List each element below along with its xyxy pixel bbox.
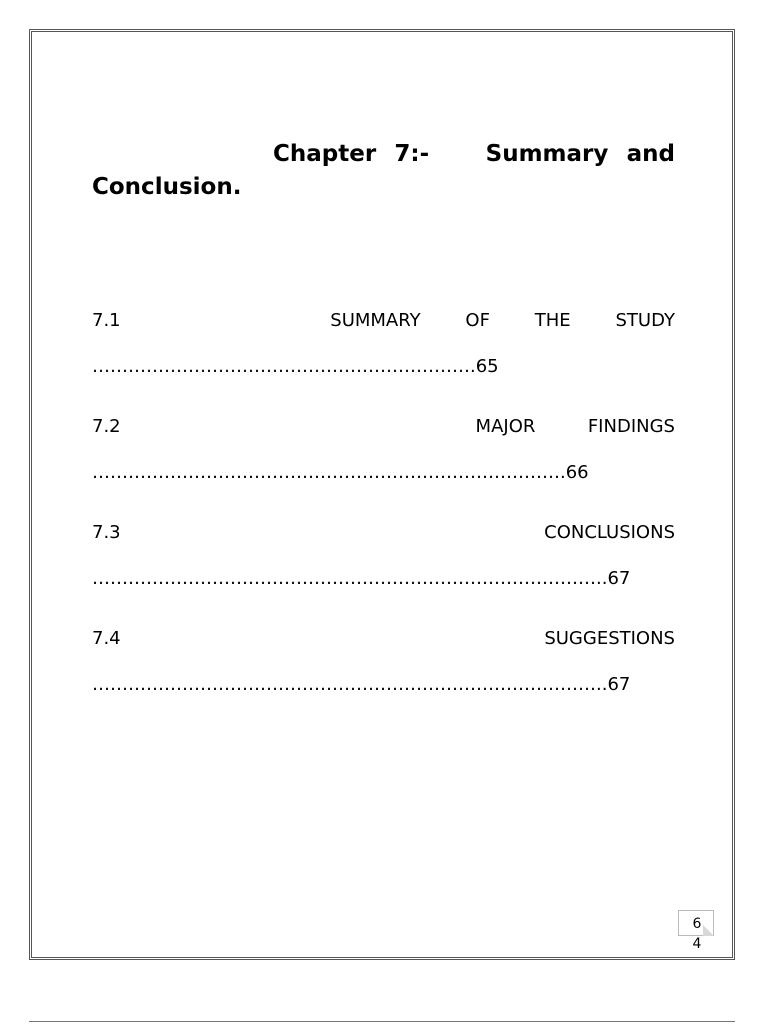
toc-heading — [92, 309, 675, 333]
toc-leader-line — [92, 355, 675, 379]
chapter-title-word: Summary — [485, 141, 609, 167]
title-gap — [447, 138, 467, 171]
toc-leader-line — [92, 673, 675, 697]
toc-word: STUDY — [615, 310, 675, 331]
toc-number: 7.4 — [92, 628, 121, 649]
toc-heading — [92, 415, 675, 439]
toc-entry-7-4[interactable] — [92, 627, 675, 697]
toc-heading — [92, 521, 675, 545]
toc-word: SUMMARY — [330, 310, 421, 331]
toc-leader-dots: …………………………………………………………………………. — [92, 674, 602, 695]
chapter-title-line-2: Conclusion. — [92, 174, 242, 200]
toc-leader-dots: …………………………………………………………………… — [92, 462, 560, 483]
toc-entry-7-3[interactable] — [92, 521, 675, 591]
toc-number: 7.1 — [92, 310, 121, 331]
chapter-title-word: Chapter — [273, 141, 377, 167]
toc-number: 7.3 — [92, 522, 121, 543]
toc-page-number: .67 — [601, 568, 631, 589]
chapter-title — [92, 138, 675, 204]
toc-word: OF — [465, 310, 490, 331]
chapter-title-word: 7:- — [394, 141, 430, 167]
toc-page-number: .67 — [601, 674, 631, 695]
toc-page-number: .66 — [560, 462, 589, 483]
toc-word: SUGGESTIONS — [544, 628, 675, 649]
toc-leader-line — [92, 461, 675, 485]
toc-number: 7.2 — [92, 416, 121, 437]
chapter-title-line-1 — [92, 138, 675, 171]
toc-entry-7-1[interactable] — [92, 309, 675, 379]
toc-word: MAJOR — [475, 416, 536, 437]
page-number: 64 — [692, 916, 702, 952]
page-fold-icon — [703, 925, 714, 936]
toc-heading — [92, 627, 675, 651]
toc-leader-dots: …………………………………………………………………………. — [92, 568, 602, 589]
chapter-title-word: and — [626, 141, 675, 167]
toc-word: FINDINGS — [587, 416, 675, 437]
toc-spacer — [173, 415, 423, 439]
page-break-divider — [29, 1021, 735, 1022]
toc-entry-7-2[interactable] — [92, 415, 675, 485]
toc-leader-dots: ……………………………………………………… — [92, 356, 470, 377]
toc-leader-line — [92, 567, 675, 591]
toc-page-number: .65 — [470, 356, 499, 377]
toc-word: THE — [534, 310, 571, 331]
toc-spacer — [165, 309, 285, 333]
toc-word: CONCLUSIONS — [544, 522, 675, 543]
